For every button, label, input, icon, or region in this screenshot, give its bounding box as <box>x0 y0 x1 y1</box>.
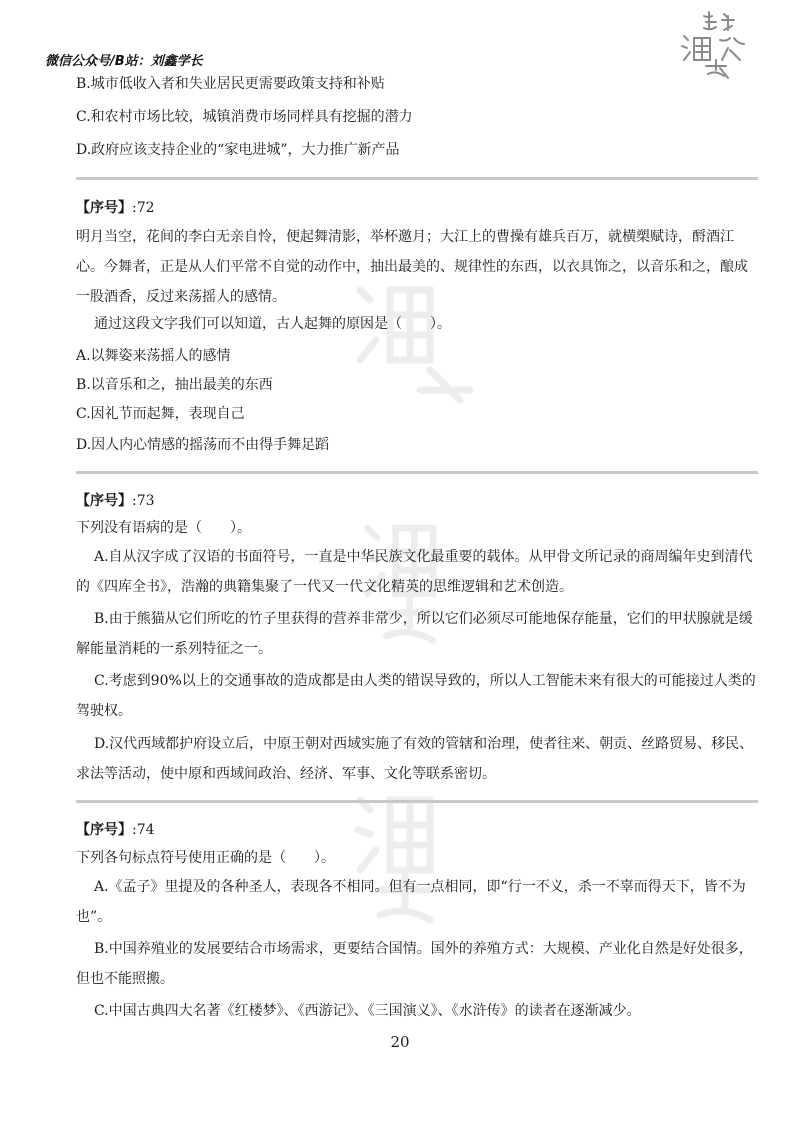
option-paragraph: B.由于熊猫从它们所吃的竹子里获得的营养非常少，所以它们必须尽可能地保存能量，它们的甲状腺就是缓解能量消耗的一系列特征之一。 <box>76 611 753 657</box>
brand-logo <box>676 8 758 80</box>
header-note: 微信公众号/B站：刘鑫学长 <box>45 54 203 69</box>
question-number-74: 【序号】:74 <box>76 822 155 838</box>
option-line: A.以舞姿来荡摇人的感情 <box>76 348 231 364</box>
section-divider <box>76 800 758 803</box>
logo-text: 潮之公考 <box>676 8 680 9</box>
option-paragraph: A.《孟子》里提及的各种圣人，表现各不相同。但有一点相同，即“行一不义，杀一不辜而得天下，皆不为也”。 <box>76 879 746 925</box>
section-divider <box>76 177 758 180</box>
option-line: D.政府应该支持企业的“家电进城”，大力推广新产品 <box>76 142 400 158</box>
question-passage: 明月当空，花间的李白无亲自怜，便起舞清影，举杯邀月；大江上的曹操有雄兵百万，就横槊赋诗，酹酒江心。今舞者，正是从人们平常不自觉的动作中，抽出最美的、规律性的东西，以衣具饰之，以音乐和之，酿成一股酒香，反过来荡摇人的感情。 <box>76 229 748 305</box>
question-stem: 下列没有语病的是（ ）。 <box>76 520 251 536</box>
question-stem: 通过这段文字我们可以知道，古人起舞的原因是（ ）。 <box>94 316 451 332</box>
page-number: 20 <box>390 1033 410 1051</box>
option-paragraph: C.中国古典四大名著《红楼梦》、《西游记》、《三国演义》、《水浒传》的读者在逐渐减少。 <box>94 1003 641 1019</box>
option-line: B.以音乐和之，抽出最美的东西 <box>76 377 273 393</box>
option-line: C.和农村市场比较，城镇消费市场同样具有挖掘的潜力 <box>76 109 413 125</box>
option-paragraph: B.中国养殖业的发展要结合市场需求，更要结合国情。国外的养殖方式：大规模、产业化自然是好处很多，但也不能照搬。 <box>76 941 753 987</box>
option-paragraph: D.汉代西域都护府设立后，中原王朝对西域实施了有效的管辖和治理，使者往来、朝贡、丝路贸易、移民、求法等活动，使中原和西域间政治、经济、军事、文化等联系密切。 <box>76 736 754 782</box>
section-divider <box>76 471 758 474</box>
option-line: C.因礼节而起舞，表现自己 <box>76 406 245 422</box>
option-line: B.城市低收入者和失业居民更需要政策支持和补贴 <box>76 76 385 92</box>
option-paragraph: A.自从汉字成了汉语的书面符号，一直是中华民族文化最重要的载体。从甲骨文所记录的商周编年史到清代的《四库全书》，浩瀚的典籍集聚了一代又一代文化精英的思维逻辑和艺术创造。 <box>76 549 753 595</box>
question-stem: 下列各句标点符号使用正确的是（ ）。 <box>76 850 335 866</box>
question-number-73: 【序号】:73 <box>76 493 155 509</box>
question-number-72: 【序号】:72 <box>76 200 155 216</box>
option-line: D.因人内心情感的摇荡而不由得手舞足蹈 <box>76 437 330 453</box>
option-paragraph: C.考虑到90%以上的交通事故的造成都是由人类的错误导致的，所以人工智能未来有很大的可能接过人类的驾驶权。 <box>76 673 756 719</box>
